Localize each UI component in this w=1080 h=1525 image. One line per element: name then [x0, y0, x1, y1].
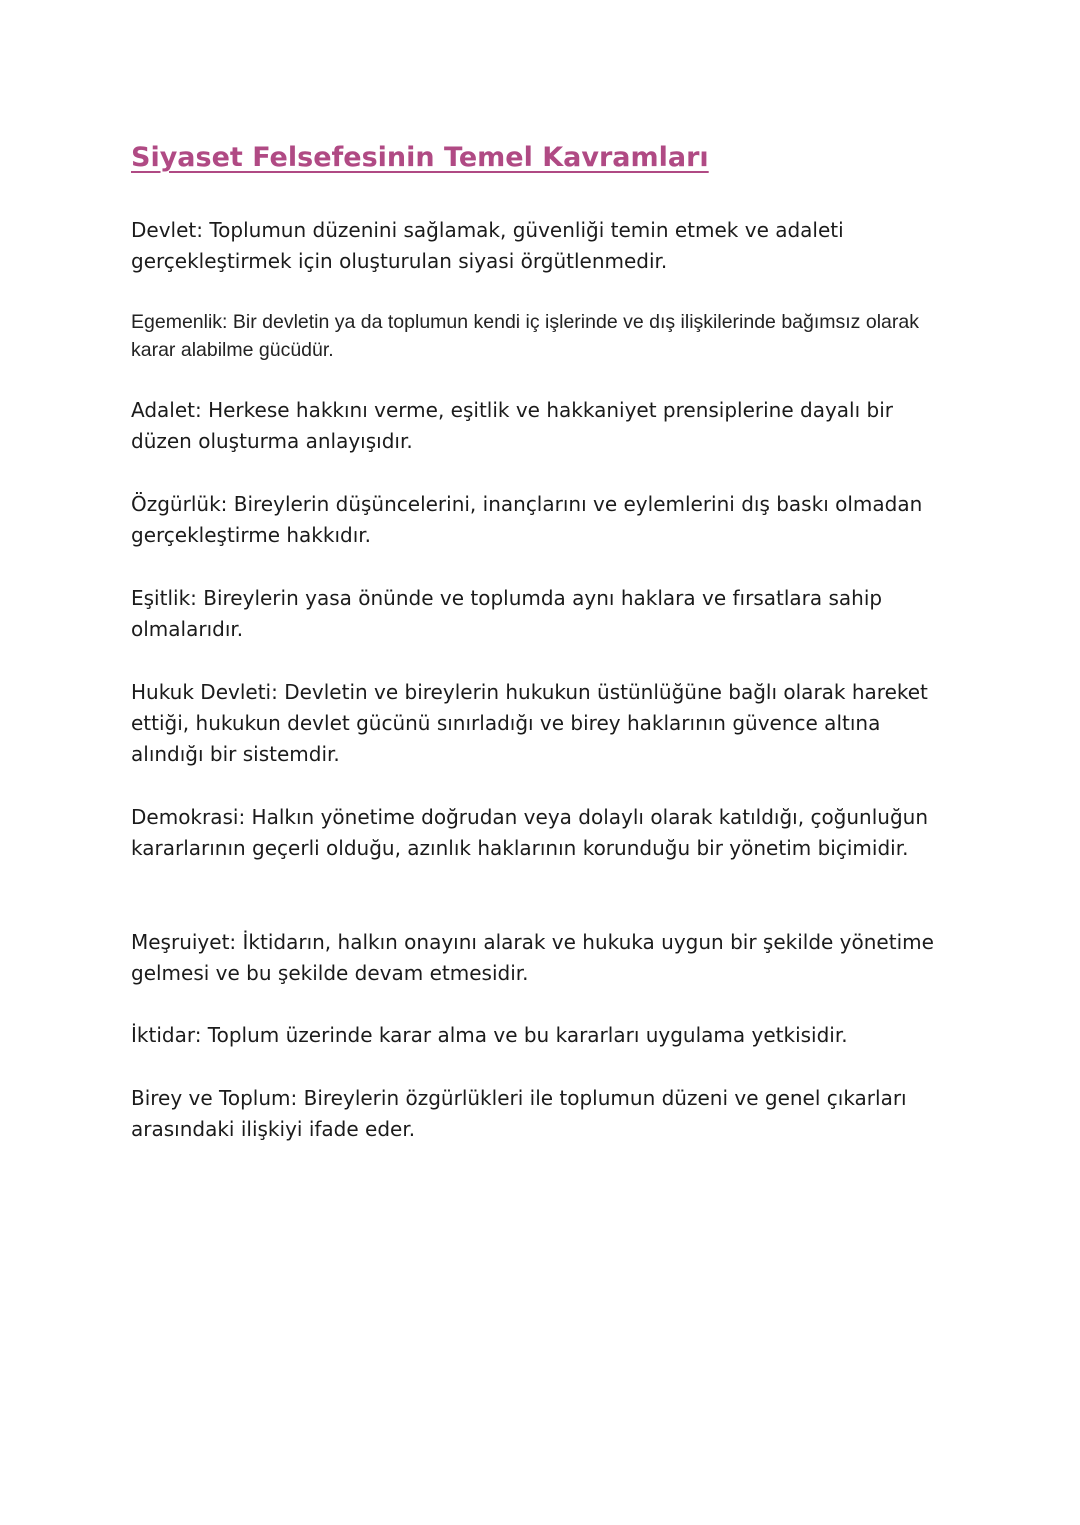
definition-birey-ve-toplum: Birey ve Toplum: Bireylerin özgürlükleri ile toplumun düzeni ve genel çıkarları arasındaki ilişkiyi ifade eder.	[131, 1086, 907, 1141]
definition-hukuk-devleti: Hukuk Devleti: Devletin ve bireylerin hukukun üstünlüğüne bağlı olarak hareket ettiği, hukukun devlet gücünü sınırladığı ve birey haklarının güvence altına alındığı bir sistemdir.	[131, 680, 928, 766]
definition-devlet: Devlet: Toplumun düzenini sağlamak, güvenliği temin etmek ve adaleti gerçekleştirmek için oluşturulan siyasi örgütlenmedir.	[131, 218, 844, 273]
page-title: Siyaset Felsefesinin Temel Kavramları	[131, 142, 709, 173]
definition-demokrasi: Demokrasi: Halkın yönetime doğrudan veya dolaylı olarak katıldığı, çoğunluğun kararlarının geçerli olduğu, azınlık haklarının korunduğu bir yönetim biçimidir.	[131, 805, 929, 860]
definition-adalet: Adalet: Herkese hakkını verme, eşitlik ve hakkaniyet prensiplerine dayalı bir düzen oluşturma anlayışıdır.	[131, 398, 894, 453]
definition-esitlik: Eşitlik: Bireylerin yasa önünde ve toplumda aynı haklara ve fırsatlara sahip olmalarıdır.	[131, 586, 883, 641]
definition-ozgurluk: Özgürlük: Bireylerin düşüncelerini, inançlarını ve eylemlerini dış baskı olmadan gerçekleştirme hakkıdır.	[131, 492, 923, 547]
definition-iktidar: İktidar: Toplum üzerinde karar alma ve bu kararları uygulama yetkisidir.	[131, 1023, 848, 1047]
definition-mesruiyet: Meşruiyet: İktidarın, halkın onayını alarak ve hukuka uygun bir şekilde yönetime gelmesi ve bu şekilde devam etmesidir.	[131, 930, 934, 985]
definition-egemenlik: Egemenlik: Bir devletin ya da toplumun kendi iç işlerinde ve dış ilişkilerinde bağımsız olarak karar alabilme gücüdür.	[131, 311, 919, 361]
